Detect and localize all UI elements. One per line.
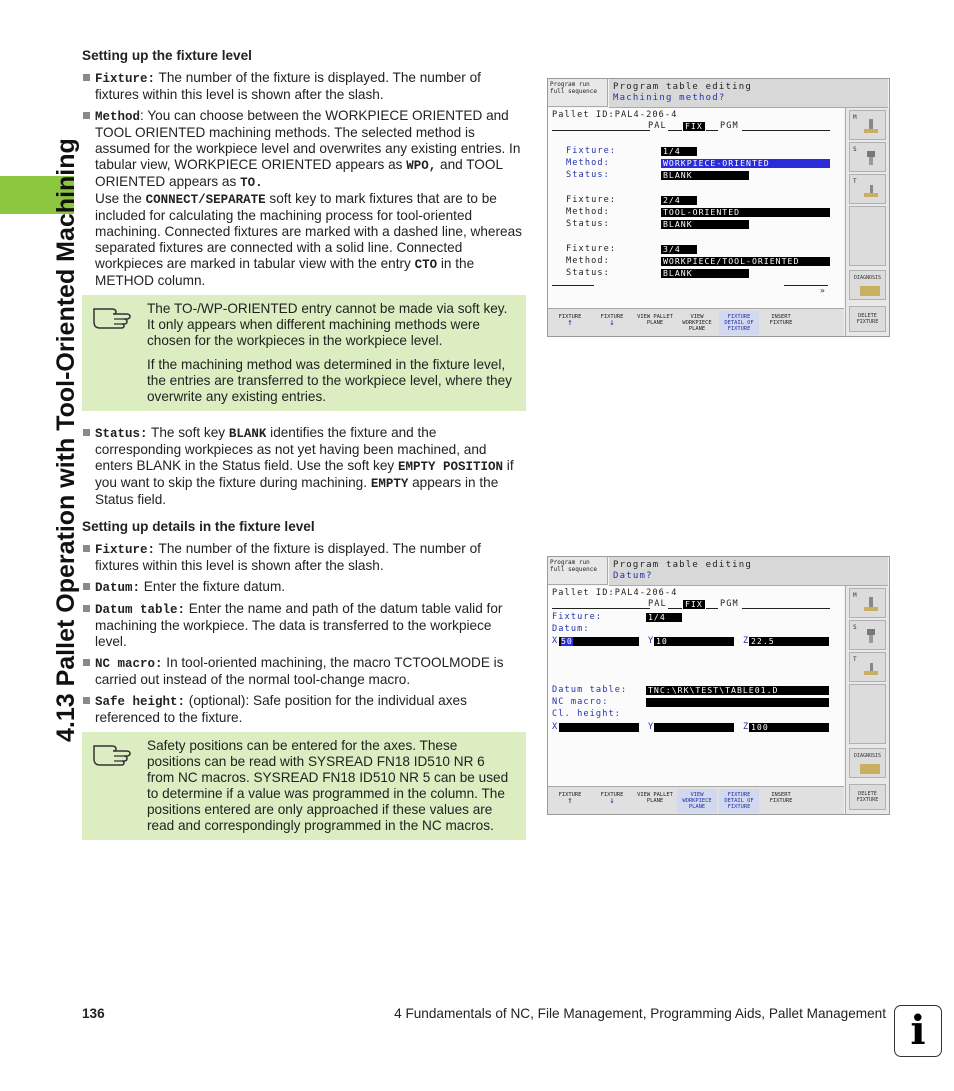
screen-prompt: Machining method? bbox=[613, 93, 726, 103]
softkey-fixture-down[interactable]: FIXTURE ↓ bbox=[600, 314, 624, 328]
pallet-id: Pallet ID:PAL4-206-4 bbox=[552, 110, 678, 120]
datum-z-label: Z bbox=[743, 636, 750, 646]
softkey-fixture-down[interactable]: FIXTURE ↓ bbox=[600, 792, 624, 806]
softkey-bar bbox=[548, 786, 844, 815]
fixture-label: Fixture: bbox=[566, 146, 617, 156]
arrow-up-icon: ↑ bbox=[567, 796, 573, 806]
arrow-up-icon: ↑ bbox=[567, 318, 573, 328]
mode-label: Program run full sequence bbox=[548, 557, 608, 585]
method-field[interactable]: WORKPIECE/TOOL-ORIENTED bbox=[661, 257, 830, 266]
list-item: Status: The soft key BLANK identifies the fixture and the corresponding workpieces as not yet having been machined, and enters BLANK in the Status field. Use the soft key EMPTY POSITION if you want to skip the fixture during machining. EMPTY appears in the Status field. bbox=[82, 425, 526, 508]
datum-z-field[interactable]: 22.5 bbox=[749, 637, 829, 646]
screenshot-datum bbox=[547, 556, 890, 815]
list-item: Datum: Enter the fixture datum. bbox=[82, 579, 526, 596]
method-field[interactable]: TOOL-ORIENTED bbox=[661, 208, 830, 217]
list-item: Datum table: Enter the name and path of the datum table valid for machining the workpiece. The data is transferred to the workpiece level. bbox=[82, 601, 526, 650]
softkey-fixture-detail[interactable]: FIXTURE DETAIL OF FIXTURE bbox=[719, 311, 759, 335]
level-fix: FIX bbox=[685, 121, 703, 131]
softkey-view-pallet-plane[interactable]: VIEW PALLET PLANE bbox=[637, 314, 673, 326]
status-field[interactable]: BLANK bbox=[661, 171, 749, 180]
fixture-field[interactable]: 2/4 bbox=[661, 196, 697, 205]
softkey-m[interactable]: M bbox=[849, 588, 886, 618]
screen-title: Program table editing bbox=[613, 82, 752, 92]
list-item: Safe height: (optional): Safe position for the individual axes referenced to the fixture. bbox=[82, 693, 526, 726]
status-label: Status: bbox=[566, 268, 610, 278]
softkey-s[interactable]: S bbox=[849, 142, 886, 172]
softkey-m[interactable]: M bbox=[849, 110, 886, 140]
nc-macro-field[interactable] bbox=[646, 698, 829, 707]
fixture-field[interactable]: 3/4 bbox=[661, 245, 697, 254]
datum-label: Datum: bbox=[552, 624, 590, 634]
level-pgm: PGM bbox=[720, 121, 739, 131]
screenshot-machining-method bbox=[547, 78, 890, 337]
note-text: Safety positions can be entered for the axes. These positions can be read with SYSREAD FN18 ID510 NR 6 from NC macros. SYSREAD FN18 ID510 NR 5 can be used to determine if a value was programmed in the column. The positions entered are only approached if these values are read and correspondingly programmed in the NC macros. bbox=[147, 738, 509, 833]
list-item: Fixture: The number of the fixture is displayed. The number of fixtures within this level is shown after the slash. bbox=[82, 70, 526, 103]
level-fix: FIX bbox=[685, 599, 703, 609]
screen-header bbox=[609, 79, 888, 108]
info-icon: i bbox=[894, 1005, 942, 1057]
pointing-hand-icon bbox=[92, 740, 132, 766]
list-item: Method: You can choose between the WORKPIECE ORIENTED and TOOL ORIENTED machining methods. The selected method is assumed for the workpiece level and overwrites any existing entries. In tabular view, WORKPIECE ORIENTED appears as WPO, and TOOL ORIENTED appears as TO. Use the CONNECT/SEPARATE soft key to mark fixtures that are to be included for calculating the machining process for tool-oriented machining. Connected fixtures are marked with a dashed line, whereas separated fixtures are connected with a solid line. Connected workpieces are marked in tabular view with the entry CTO in the METHOD column. bbox=[82, 108, 526, 289]
note-text: If the machining method was determined in the fixture level, the entries are transferred to the workpiece level, where they overwrite any existing entries. bbox=[147, 357, 512, 404]
cl-x-label: X bbox=[552, 722, 559, 732]
page-number: 136 bbox=[82, 1006, 105, 1021]
machine-tool-icon bbox=[862, 595, 880, 613]
method-label: Method: bbox=[566, 256, 610, 266]
softkey-view-workpiece-plane[interactable]: VIEW WORKPIECE PLANE bbox=[682, 314, 712, 332]
softkey-delete-fixture[interactable]: DELETE FIXTURE bbox=[849, 784, 886, 810]
softkey-empty[interactable] bbox=[803, 789, 843, 813]
screen-form bbox=[548, 108, 844, 308]
nc-macro-label: NC macro: bbox=[552, 697, 609, 707]
fixture-label: Fixture: bbox=[552, 612, 603, 622]
cl-y-field[interactable] bbox=[654, 723, 734, 732]
tool-icon bbox=[862, 181, 880, 199]
cl-y-label: Y bbox=[648, 722, 655, 732]
softkey-insert-fixture[interactable]: INSERT FIXTURE bbox=[769, 792, 793, 804]
softkey-bar bbox=[548, 308, 844, 337]
softkey-view-pallet-plane[interactable]: VIEW PALLET PLANE bbox=[637, 792, 673, 804]
level-pgm: PGM bbox=[720, 599, 739, 609]
bullet-list bbox=[82, 425, 526, 508]
bullet-list bbox=[82, 541, 526, 726]
list-item: NC macro: In tool-oriented machining, the macro TCTOOLMODE is carried out instead of the normal tool-change macro. bbox=[82, 655, 526, 688]
softkey-fixture-up[interactable]: FIXTURE ↑ bbox=[558, 792, 582, 806]
pallet-id: Pallet ID:PAL4-206-4 bbox=[552, 588, 678, 598]
datum-y-field[interactable]: 10 bbox=[654, 637, 734, 646]
fixture-field[interactable]: 1/4 bbox=[646, 613, 682, 622]
section-title: 4.13 Pallet Operation with Tool-Oriented Machining bbox=[52, 138, 80, 742]
section-heading: Setting up the fixture level bbox=[82, 48, 252, 63]
screen-title: Program table editing bbox=[613, 560, 752, 570]
arrow-down-icon: ↓ bbox=[609, 318, 615, 328]
softkey-delete-fixture[interactable]: DELETE FIXTURE bbox=[849, 306, 886, 332]
datum-x-field[interactable]: 50 bbox=[559, 637, 639, 646]
fixture-field[interactable]: 1/4 bbox=[661, 147, 697, 156]
diagnosis-icon bbox=[860, 284, 880, 296]
status-field[interactable]: BLANK bbox=[661, 269, 749, 278]
more-indicator: » bbox=[820, 286, 826, 295]
right-softkey-bar bbox=[845, 586, 889, 814]
method-label: Method: bbox=[566, 158, 610, 168]
softkey-diagnosis[interactable]: DIAGNOSIS bbox=[849, 748, 886, 778]
status-label: Status: bbox=[566, 170, 610, 180]
method-field[interactable]: WORKPIECE-ORIENTED bbox=[661, 159, 830, 168]
note-box bbox=[82, 732, 526, 840]
note-box bbox=[82, 295, 526, 411]
section-heading: Setting up details in the fixture level bbox=[82, 519, 315, 534]
fixture-label: Fixture: bbox=[566, 195, 617, 205]
right-softkey-bar bbox=[845, 108, 889, 336]
tool-icon bbox=[862, 659, 880, 677]
level-pal: PAL bbox=[648, 121, 667, 131]
datum-table-label: Datum table: bbox=[552, 685, 628, 695]
screen-header bbox=[609, 557, 888, 586]
machine-tool-icon bbox=[862, 117, 880, 135]
softkey-empty[interactable] bbox=[849, 206, 886, 266]
arrow-down-icon: ↓ bbox=[609, 796, 615, 806]
fixture-label: Fixture: bbox=[566, 244, 617, 254]
screen-form bbox=[548, 586, 844, 786]
method-label: Method: bbox=[566, 207, 610, 217]
softkey-fixture-detail[interactable]: FIXTURE DETAIL OF FIXTURE bbox=[719, 789, 759, 813]
mode-label: Program run full sequence bbox=[548, 79, 608, 107]
cl-x-field[interactable] bbox=[559, 723, 639, 732]
softkey-insert-fixture[interactable]: INSERT FIXTURE bbox=[769, 314, 793, 326]
spindle-icon bbox=[862, 627, 880, 645]
main-content bbox=[82, 48, 526, 854]
softkey-diagnosis[interactable]: DIAGNOSIS bbox=[849, 270, 886, 300]
softkey-empty[interactable] bbox=[803, 311, 843, 335]
chapter-footer: 4 Fundamentals of NC, File Management, Programming Aids, Pallet Management bbox=[394, 1006, 886, 1021]
pointing-hand-icon bbox=[92, 303, 132, 329]
sidebar bbox=[0, 0, 80, 1091]
diagnosis-icon bbox=[860, 762, 880, 774]
cl-z-label: Z bbox=[743, 722, 750, 732]
cl-z-field[interactable]: 100 bbox=[749, 723, 829, 732]
softkey-fixture-up[interactable]: FIXTURE ↑ bbox=[558, 314, 582, 328]
softkey-empty[interactable] bbox=[849, 684, 886, 744]
datum-x-label: X bbox=[552, 636, 559, 646]
softkey-t[interactable]: T bbox=[849, 174, 886, 204]
status-label: Status: bbox=[566, 219, 610, 229]
softkey-view-workpiece-plane[interactable]: VIEW WORKPIECE PLANE bbox=[677, 789, 717, 813]
softkey-s[interactable]: S bbox=[849, 620, 886, 650]
softkey-t[interactable]: T bbox=[849, 652, 886, 682]
level-pal: PAL bbox=[648, 599, 667, 609]
list-item: Fixture: The number of the fixture is displayed. The number of fixtures within this level is shown after the slash. bbox=[82, 541, 526, 574]
screen-prompt: Datum? bbox=[613, 571, 653, 581]
cl-height-label: Cl. height: bbox=[552, 709, 622, 719]
datum-table-field[interactable]: TNC:\RK\TEST\TABLE01.D bbox=[646, 686, 829, 695]
bullet-list bbox=[82, 70, 526, 289]
spindle-icon bbox=[862, 149, 880, 167]
datum-y-label: Y bbox=[648, 636, 655, 646]
status-field[interactable]: BLANK bbox=[661, 220, 749, 229]
note-text: The TO-/WP-ORIENTED entry cannot be made via soft key. It only appears when different machining methods were chosen for the workpieces in the workpiece level. bbox=[147, 301, 508, 348]
